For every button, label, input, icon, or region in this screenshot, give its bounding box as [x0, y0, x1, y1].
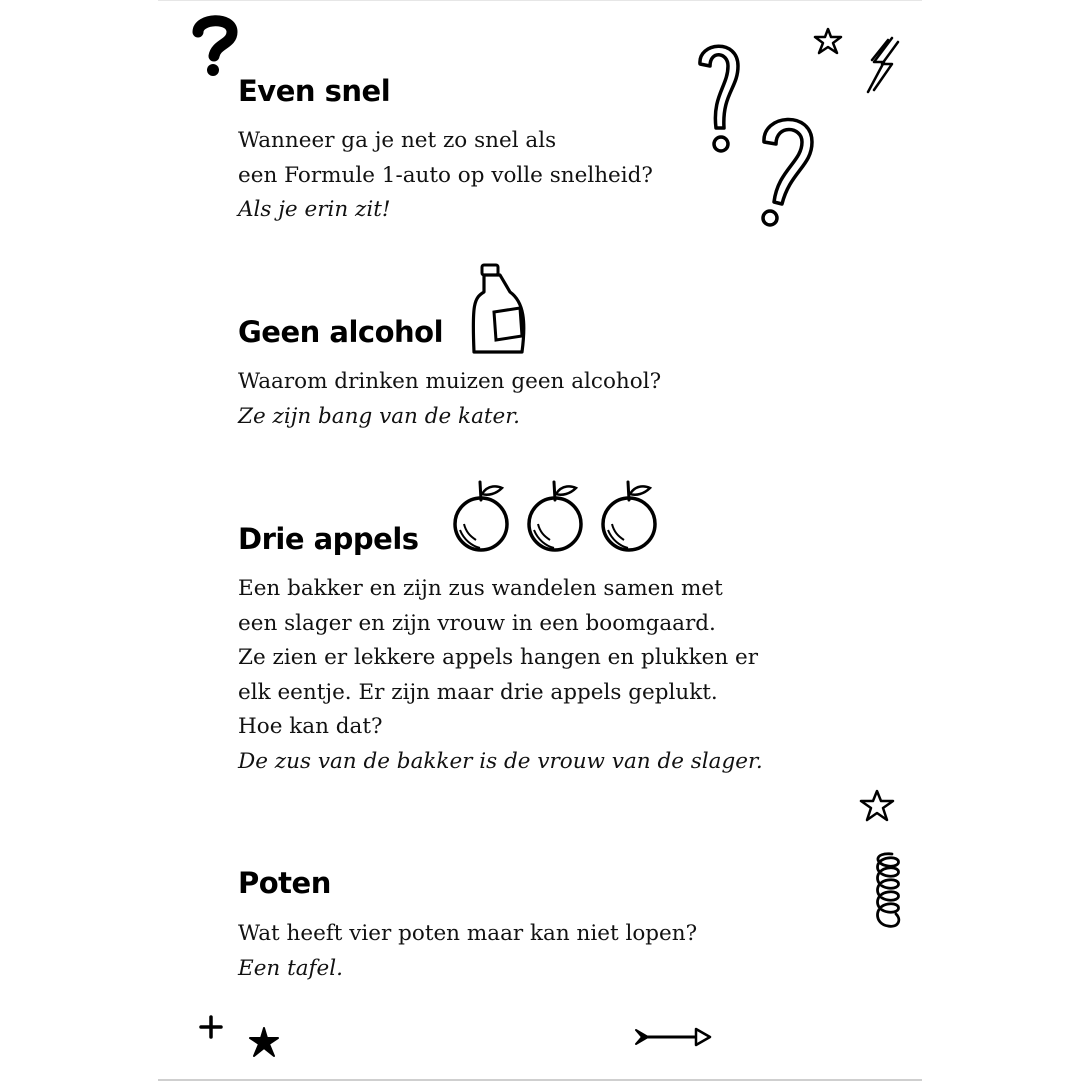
joke-title-poten: Poten [238, 866, 331, 900]
question-line: Hoe kan dat? [238, 714, 383, 739]
question-line: Een bakker en zijn zus wandelen samen met [238, 576, 723, 601]
answer: Ze zijn bang van de kater. [238, 403, 520, 429]
lightning-icon [862, 34, 902, 96]
joke-body-even-snel [238, 124, 653, 228]
plus-icon [198, 1014, 224, 1040]
question-line: een Formule 1-auto op volle snelheid? [238, 162, 653, 188]
question-mark-outline-icon [756, 108, 818, 232]
question-line: Wanneer ga je net zo snel als [238, 128, 557, 153]
apple-icon [450, 476, 512, 554]
star-icon [810, 26, 846, 56]
star-icon [856, 788, 898, 824]
arrow-icon [632, 1022, 714, 1052]
star-icon [248, 1026, 280, 1058]
answer: Een tafel. [238, 955, 343, 981]
joke-body-drie-appels [238, 572, 763, 779]
question-mark-icon [190, 14, 240, 76]
question-line: een slager en zijn vrouw in een boomgaard. [238, 610, 716, 636]
bottle-icon [468, 262, 530, 358]
answer: De zus van de bakker is de vrouw van de slager. [238, 748, 763, 774]
spiral-icon [868, 848, 908, 936]
apple-icon [524, 476, 586, 554]
joke-title-even-snel: Even snel [238, 74, 391, 108]
question-line: Wat heeft vier poten maar kan niet lopen? [238, 921, 698, 946]
question-line: elk eentje. Er zijn maar drie appels geplukt. [238, 679, 718, 705]
joke-body-geen-alcohol [238, 365, 661, 434]
question-mark-outline-icon [694, 36, 744, 156]
joke-title-geen-alcohol: Geen alcohol [238, 315, 444, 349]
question-line: Waarom drinken muizen geen alcohol? [238, 369, 662, 394]
joke-title-drie-appels: Drie appels [238, 522, 419, 556]
apple-icon [598, 476, 660, 554]
joke-body-poten [238, 917, 697, 986]
question-line: Ze zien er lekkere appels hangen en plukken er [238, 645, 758, 670]
answer: Als je erin zit! [238, 197, 391, 222]
